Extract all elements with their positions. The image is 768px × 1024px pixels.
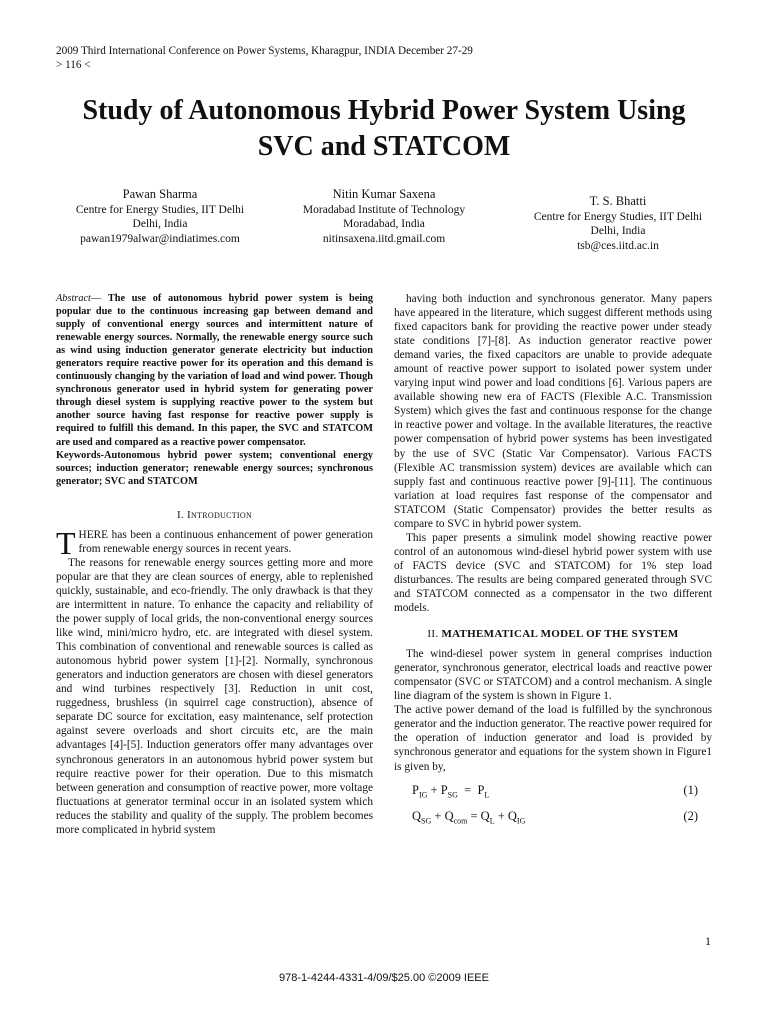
equation-2-number: (2) (683, 808, 698, 823)
author-location: Delhi, India (132, 218, 188, 231)
keywords-text: Keywords-Autonomous hybrid power system; conventional energy sources; induction generator; renewable energy sources; synchronous generator; SVC and STATCOM (56, 449, 373, 487)
paper-title (0, 93, 768, 165)
intro-paragraph-2: The reasons for renewable energy sources getting more and more popular are that they are clean sources of energy, able to replenished quickly, sustainable, and eco-friendly. The only drawback is that they are intermittent in nature. To enhance the capacity and reliability of the power supply of local grids, the non-conventional energy sources like wind, mini/micro hydro, etc. are integrated with diesel system. This combination of conventional and renewable sources is called as autonomous hybrid power system [1]-[2]. Normally, synchronous generators and induction generators are chosen with diesel generators and wind turbines respectively [3]. Reduction in unit cost, ruggedness, brushless (in squirrel cage construction), absence of separate DC source for excitation, easy maintenance, self protection against severe overloads and short circuits etc, are the main advantages [4]-[5]. Induction generators offer many advantages over synchronous generators in an autonomous hybrid power system but require reactive power for their operation. Due to this mismatch between generation and consumption of reactive power, more voltage fluctuations at generator terminal occur in an isolated system which reduces the stability and quality of the supply. The problem becomes more complicated in hybrid system (56, 556, 373, 836)
conference-line: 2009 Third International Conference on Power Systems, Kharagpur, INDIA December 27-29 (56, 45, 473, 57)
author-email: tsb@ces.iitd.ac.in (577, 239, 659, 252)
author-affiliation: Centre for Energy Studies, IIT Delhi (75, 204, 245, 216)
model-paragraph-2: The active power demand of the load is fulfilled by the synchronous generator and the induction generator. The reactive power required for the operation of induction generator and load is provided by synchronous generator and equations for the system shown in Figure1 is given by, (394, 704, 712, 773)
equation-2-body: $Q_{SG} + Q_{com} = Q_L + Q_{IG}$ (412, 808, 526, 826)
intro-paragraph-4: This paper presents a simulink model showing reactive power control of an autonomous wind-diesel hybrid power system with use of FACTS device (SVC and STATCOM) for 1% step load disturbances. The results are being compared generated through SVC and STATCOM connected as a compensator in the two different models. (394, 531, 712, 615)
intro-paragraph-3: having both induction and synchronous generator. Many papers have appeared in the literature, which suggest different methods using fixed capacitors bank for providing the reactive power under steady state conditions [7]-[8]. As induction generator reactive power demand varies, the fixed capacitors are unable to provide adequate amount of reactive power support to isolated power system under varying input wind power and load conditions [6]. Various papers are available showing new era of FACTS (Flexible A.C. Transmission System) which gives the fast and continuous response for the change in reactive power and voltage. In the available literatures, the reactive power compensation of hybrid power systems has been investigated by the use of SVC (Static Var Compensator). Various FACTS (Flexible AC transmission system) devices are available which can supply fast and continuous reactive power [9]-[11]. The continuous variation at load requires fast response of the compensator and STATCOM (Static Compensator) provides the better results as compare to SVC in hybrid power system. (394, 293, 712, 530)
section-heading-model (394, 627, 712, 641)
equation-1-body: $P_{IG} + P_{SG} = P_L$ (412, 782, 490, 800)
author-affiliation: Centre for Energy Studies, IIT Delhi (533, 211, 703, 223)
left-column (56, 292, 373, 837)
equation-2 (394, 806, 712, 828)
intro-text-1: HERE has been a continuous enhancement of power generation from renewable energy sources in recent years. (78, 528, 373, 555)
section-title: MATHEMATICAL MODEL OF THE SYSTEM (441, 628, 679, 641)
section-number: I. (176, 508, 184, 521)
copyright-footer: 978-1-4244-4331-4/09/$25.00 ©2009 IEEE (279, 972, 489, 984)
author-name: Nitin Kumar Saxena (332, 187, 436, 201)
page-number: 1 (705, 934, 711, 948)
author-affiliation: Moradabad Institute of Technology (302, 204, 466, 216)
author-email: nitinsaxena.iitd.gmail.com (322, 232, 446, 245)
model-paragraph-1: The wind-diesel power system in general comprises induction generator, synchronous generator, electrical loads and reactive power compensator (SVC or STATCOM) and a control mechanism. A single line diagram of the system is shown in Figure 1. (394, 648, 712, 703)
page-marker: > 116 < (56, 59, 91, 71)
section-heading-introduction (56, 508, 373, 522)
abstract-label: Abstract (56, 293, 91, 304)
abstract (56, 292, 373, 449)
title-line-1: Study of Autonomous Hybrid Power System Using (82, 95, 686, 126)
right-column (394, 292, 712, 828)
author-name: Pawan Sharma (122, 187, 198, 201)
author-email: pawan1979alwar@indiatimes.com (80, 232, 240, 245)
conference-header (56, 44, 473, 72)
author-location: Moradabad, India (343, 218, 425, 231)
drop-cap: T (56, 524, 76, 561)
section-number: II. (427, 628, 439, 641)
author-block-2 (264, 185, 504, 246)
equation-1-number: (1) (683, 782, 698, 797)
abstract-text: The use of autonomous hybrid power system is being popular due to the continuous increasing gap between demand and supply of conventional energy sources and intermittent nature of renewable energy sources. Normally, the renewable energy source such as wind using induction generator generate electricity but induction generators require reactive power for its operation and this demand is continuously changing by the variation of load and wind power. Though synchronous generator used in hybrid system for generating power through diesel system is supplying reactive power to the system but another source having fast response for reactive power supply is required to fulfill this demand. In this paper, the SVC and STATCOM are used and compared as a reactive power compensator. (56, 293, 373, 448)
abstract-dash: — (90, 293, 108, 304)
section-title: Introduction (187, 508, 253, 521)
equation-1 (394, 780, 712, 802)
title-line-2: SVC and STATCOM (257, 131, 511, 162)
author-block-1 (40, 185, 280, 246)
author-name: T. S. Bhatti (589, 194, 647, 208)
author-block-3 (498, 192, 738, 253)
intro-paragraph-1 (56, 524, 373, 561)
author-location: Delhi, India (590, 225, 646, 238)
keywords (56, 449, 373, 488)
